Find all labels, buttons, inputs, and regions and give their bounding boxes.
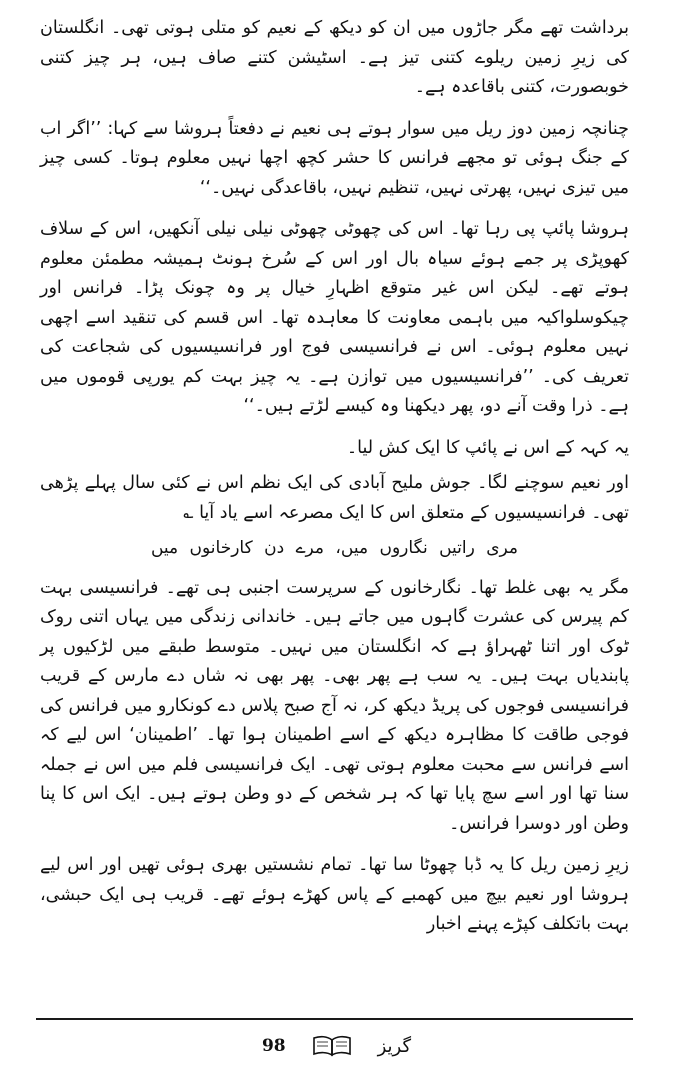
paragraph: یہ کہہ کے اس نے پائپ کا ایک کش لیا۔ [346, 437, 629, 458]
book-title: گریز [377, 1035, 412, 1057]
open-book-icon [312, 1035, 352, 1057]
page-number: 98 [261, 1036, 286, 1056]
page-body [40, 14, 629, 946]
paragraph: اور نعیم سوچنے لگا۔ جوش ملیح آبادی کی ایک نظم اس نے کئی سال پہلے پڑھی تھی۔ فرانسیسیوں کے متعلق اس کا ایک مصرعہ اسے یاد آیا ؎ [40, 473, 629, 523]
verse-line: مری راتیں نگاروں میں، مرے دن کارخانوں میں [150, 538, 519, 558]
page-footer [0, 1030, 673, 1062]
paragraph: زیرِ زمین ریل کا یہ ڈبا چھوٹا سا تھا۔ تمام نشستیں بھری ہوئی تھیں اور اس لیے ہروشا اور نعیم بیچ میں کھمبے کے پاس کھڑے ہوئے تھے۔ قریب ہی ایک حبشی، بہت باتکلف کپڑے پہنے اخبار [40, 855, 629, 934]
paragraph: برداشت تھے مگر جاڑوں میں ان کو دیکھ کے نعیم کو متلی ہوتی تھی۔ انگلستان کی زیرِ زمین ریلوے کتنی تیز ہے۔ اسٹیشن کتنے صاف ہیں، ہر چیز کتنی خوبصورت، کتنی باقاعدہ ہے۔ [40, 18, 629, 97]
footer-divider [36, 1018, 633, 1020]
paragraph: مگر یہ بھی غلط تھا۔ نگارخانوں کے سرپرست اجنبی ہی تھے۔ فرانسیسی بہت کم پیرس کی عشرت گاہوں میں جاتے ہیں۔ خاندانی زندگی میں یہاں اتنی روک ٹوک اور اتنا ٹھہراؤ ہے کہ انگلستان میں نہیں۔ متوسط طبقے میں لڑکیوں پر پابندیاں بہت ہیں۔ یہ سب ہے پھر بھی۔ پھر بھی نہ شاں دے مارس کے قریب فرانسیسی فوجوں کی پریڈ دیکھ کر، نہ آج صبح پلاس دے کونکارو میں فرانس کی فوجی طاقت کا مظاہرہ دیکھ کے اسے اطمینان ہوا تھا۔ ’اطمینان‘ اس لیے کہ اسے فرانس سے محبت معلوم ہوتی تھی۔ ایک فرانسیسی فلم میں اس نے جملہ سنا تھا اور اسے سچ پایا تھا کہ ہر شخص کے دو وطن ہوتے ہیں۔ ایک اس کا پنا وطن اور دوسرا فرانس۔ [40, 577, 629, 834]
paragraph: ہروشا پائپ پی رہا تھا۔ اس کی چھوٹی چھوٹی نیلی نیلی آنکھیں، اس کے سلاف کھوپڑی پر جمے ہوئے سیاہ بال اور اس کے سُرخ ہونٹ ہمیشہ مطمئن معلوم ہوتے تھے۔ لیکن اس غیر متوقع اظہارِ خیال پر وہ چونک پڑا۔ فرانس اور چیکوسلواکیہ میں باہمی معاونت کا معاہدہ تھا۔ اس قسم کی تنقید اسے اچھی نہیں معلوم ہوئی۔ اس نے فرانسیسی فوج اور فرانسیسیوں کی شجاعت کی تعریف کی۔ ’’فرانسیسیوں میں توازن ہے۔ یہ چیز بہت کم یورپی قوموں میں ہے۔ ذرا وقت آنے دو، پھر دیکھنا وہ کیسے لڑتے ہیں۔‘‘ [40, 219, 629, 416]
paragraph: چنانچہ زمین دوز ریل میں سوار ہوتے ہی نعیم نے دفعتاً ہروشا سے کہا: ’’اگر اب کے جنگ ہوئی تو مجھے فرانس کا حشر کچھ اچھا نہیں معلوم ہوتا۔ کسی چیز میں تیزی نہیں، پھرتی نہیں، تنظیم نہیں، باقاعدگی نہیں۔‘‘ [40, 118, 629, 198]
